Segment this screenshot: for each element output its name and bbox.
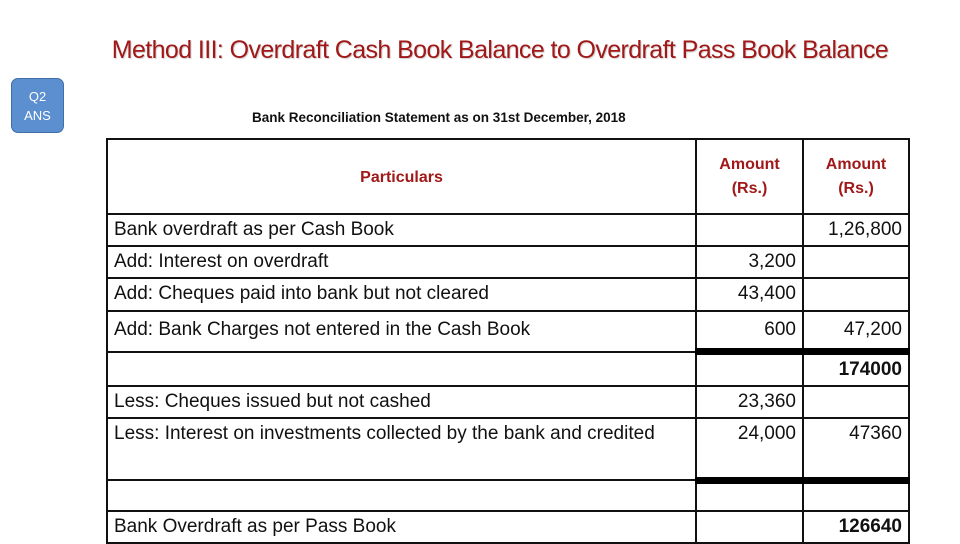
amount-1-unit: (Rs.) [731, 179, 768, 197]
amount-1-cell: 3,200 [696, 246, 803, 278]
table-row [107, 278, 909, 311]
badge-line-2: ANS [24, 107, 51, 123]
table-row [107, 214, 909, 246]
table-row [107, 311, 909, 352]
table-header-row [107, 139, 909, 214]
total-row [107, 511, 909, 543]
table-row [107, 386, 909, 418]
amount-2-cell: 47360 [803, 418, 909, 480]
amount-2-cell [803, 278, 909, 311]
amount-1-cell [696, 480, 803, 511]
amount-2-cell [803, 386, 909, 418]
amount-2-label: Amount [825, 155, 887, 173]
total-value: 126640 [803, 511, 909, 543]
amount-1-cell [696, 214, 803, 246]
amount-1-cell [696, 511, 803, 543]
amount-2-cell: 47,200 [803, 311, 909, 352]
amount-2-cell [803, 480, 909, 511]
particulars-cell [107, 352, 696, 387]
particulars-cell: Add: Cheques paid into bank but not cleared [107, 278, 696, 311]
table-row [107, 480, 909, 511]
amount-2-unit: (Rs.) [838, 179, 874, 197]
particulars-cell [107, 480, 696, 511]
amount-1-cell: 24,000 [696, 418, 803, 480]
amount-1-label: Amount [719, 155, 780, 173]
q2-answer-badge[interactable] [11, 78, 64, 133]
particulars-cell: Bank overdraft as per Cash Book [107, 214, 696, 246]
statement-heading: Bank Reconciliation Statement as on 31st December, 2018 [252, 110, 626, 125]
table-row [107, 246, 909, 278]
particulars-cell: Bank Overdraft as per Pass Book [107, 511, 696, 543]
reconciliation-table [106, 138, 910, 544]
table-row [107, 418, 909, 480]
subtotal-row [107, 352, 909, 387]
subtotal-value: 174000 [803, 352, 909, 387]
column-header-amount-1 [696, 139, 803, 214]
particulars-cell: Add: Bank Charges not entered in the Cash Book [107, 311, 696, 352]
particulars-cell: Less: Cheques issued but not cashed [107, 386, 696, 418]
badge-line-1: Q2 [28, 88, 47, 104]
amount-2-cell: 1,26,800 [803, 214, 909, 246]
particulars-cell: Less: Interest on investments collected by the bank and credited [107, 418, 696, 480]
amount-1-cell: 23,360 [696, 386, 803, 418]
amount-1-cell: 43,400 [696, 278, 803, 311]
column-header-particulars: Particulars [107, 139, 696, 214]
amount-1-cell [696, 352, 803, 387]
column-header-amount-2 [803, 139, 909, 214]
amount-1-cell: 600 [696, 311, 803, 352]
page-title: Method III: Overdraft Cash Book Balance to Overdraft Pass Book Balance [111, 36, 889, 64]
amount-2-cell [803, 246, 909, 278]
particulars-cell: Add: Interest on overdraft [107, 246, 696, 278]
